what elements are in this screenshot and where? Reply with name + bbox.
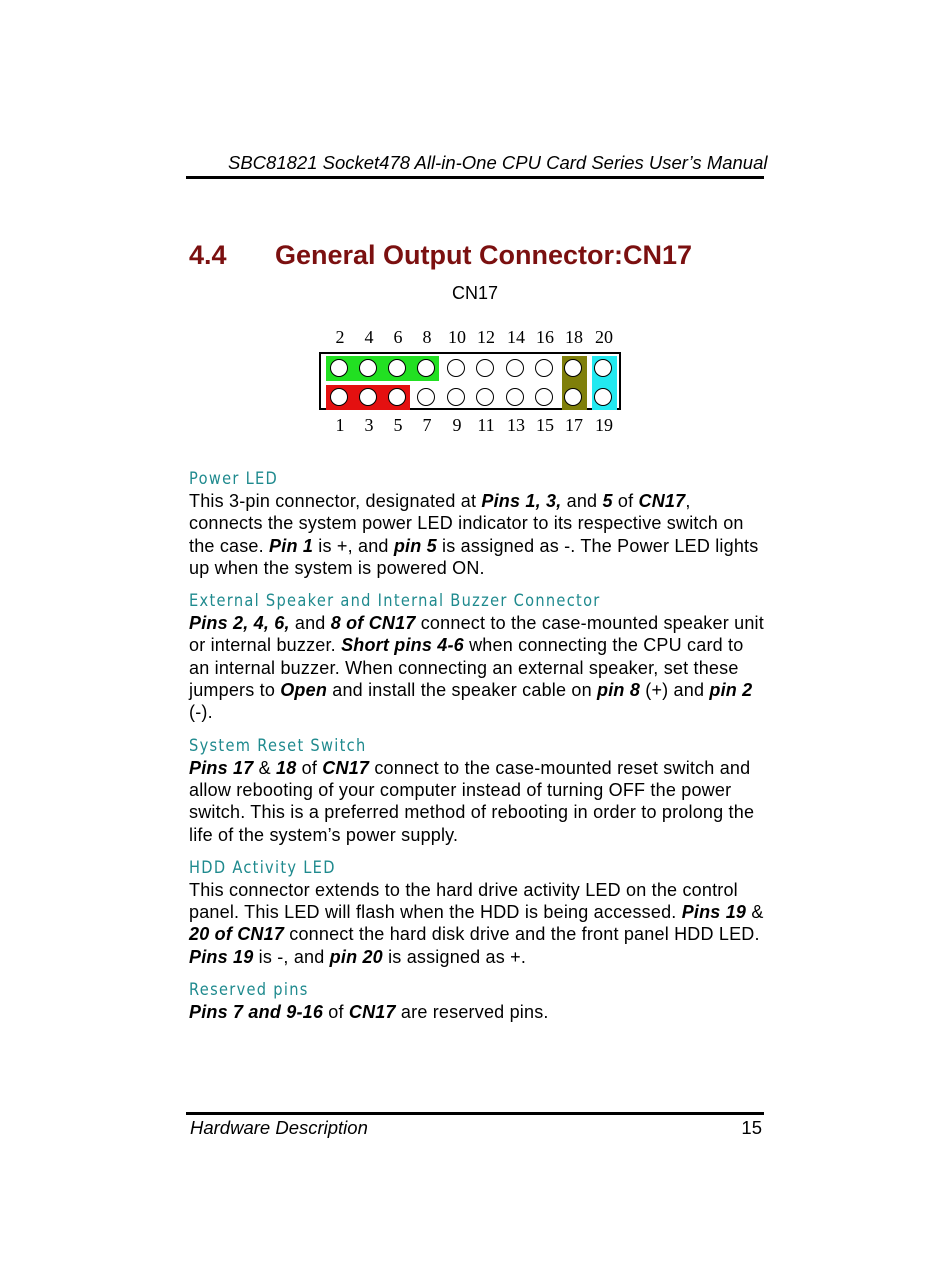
pin-15 (535, 388, 553, 406)
diagram-caption: CN17 (451, 283, 499, 303)
emphasis-text: Open (280, 680, 328, 701)
pin-number-label: 19 (595, 415, 613, 435)
pin-16 (535, 359, 553, 377)
paragraph-text: This connector extends to the hard drive activity LED on the control panel. This LED will flash when the HDD is being accessed. (189, 879, 738, 923)
emphasis-text: Pins 1, 3, (481, 491, 562, 511)
pin-number-label: 1 (335, 415, 345, 435)
paragraph-text: are reserved pins. (395, 1002, 549, 1023)
pin-14 (506, 359, 524, 377)
paragraph-text: and (289, 613, 331, 634)
emphasis-text: 5 (602, 491, 613, 511)
emphasis-text: pin 5 (393, 535, 437, 556)
pin-number-label: 3 (364, 415, 374, 435)
pin-number-label: 15 (536, 415, 554, 435)
footer-rule (186, 1112, 764, 1115)
subsection-heading: Power LED (189, 469, 279, 489)
subsection-paragraph (189, 879, 769, 968)
pin-number-label: 2 (335, 327, 345, 347)
subsection-paragraph (189, 612, 769, 723)
emphasis-text: Pin 1 (269, 535, 314, 556)
pin-number-label: 18 (565, 327, 583, 347)
paragraph-text: is assigned as +. (382, 946, 527, 967)
pin-10 (447, 359, 465, 377)
section-title: General Output Connector:CN17 (275, 240, 693, 270)
emphasis-text: pin 8 (597, 680, 641, 701)
pin-number-label: 13 (507, 415, 525, 435)
subsection-heading: External Speaker and Internal Buzzer Connector (189, 591, 601, 612)
paragraph-text: is assigned as -. The Power LED lights up when the system is powered ON. (189, 535, 759, 578)
paragraph-text: connect to the case-mounted reset switch and allow rebooting of your computer instead of turning OFF the power switch. This is a preferred method of rebooting in order to prolong the life of the system’s power supply. (189, 757, 755, 845)
subsection-paragraph (189, 1001, 769, 1023)
pin-9 (447, 388, 465, 406)
emphasis-text: CN17 (322, 757, 370, 778)
manual-title: SBC81821 Socket478 All-in-One CPU Card Series User’s Manual (228, 152, 768, 173)
paragraph-text: and install the speaker cable on (327, 680, 598, 701)
subsection-paragraph (189, 757, 769, 846)
paragraph-text: & (746, 902, 764, 923)
section-number: 4.4 (189, 240, 227, 270)
pin-5 (388, 388, 406, 406)
pin-8 (417, 359, 435, 377)
pin-number-label: 4 (364, 327, 374, 347)
paragraph-text: of (612, 491, 639, 511)
emphasis-text: Pins 2, 4, 6, (189, 613, 290, 634)
paragraph-text: of (296, 757, 323, 778)
pin-6 (388, 359, 406, 377)
pin-11 (476, 388, 494, 406)
pin-number-label: 11 (477, 415, 495, 435)
paragraph-text: , connects the system power LED indicator to its respective switch on the case. (189, 491, 744, 556)
emphasis-text: Pins 17 (189, 757, 254, 778)
emphasis-text: Pins 19 (189, 946, 254, 967)
top-pin-number-row (320, 327, 622, 349)
emphasis-text: 8 of CN17 (330, 613, 416, 634)
pin-13 (506, 388, 524, 406)
pin-number-label: 10 (448, 327, 466, 347)
pin-number-label: 14 (507, 327, 525, 347)
emphasis-text: CN17 (638, 491, 686, 511)
subsection-paragraph (189, 490, 769, 579)
paragraph-text: This 3-pin connector, designated at (189, 491, 482, 511)
footer-chapter: Hardware Description (190, 1117, 368, 1138)
cn17-connector-diagram (319, 352, 621, 410)
emphasis-text: pin 2 (709, 680, 753, 701)
pin-number-label: 6 (393, 327, 403, 347)
paragraph-text: is +, and (313, 535, 394, 556)
bottom-pin-number-row (320, 415, 622, 437)
pin-3 (359, 388, 377, 406)
header-rule (186, 176, 764, 179)
emphasis-text: pin 20 (329, 946, 383, 967)
pin-4 (359, 359, 377, 377)
paragraph-text: connect the hard disk drive and the front panel HDD LED. (284, 924, 760, 945)
section-body (189, 468, 769, 1034)
pin-1 (330, 388, 348, 406)
pin-19 (594, 388, 612, 406)
emphasis-text: Pins 7 and 9-16 (189, 1002, 324, 1023)
pin-20 (594, 359, 612, 377)
paragraph-text: (+) and (640, 680, 710, 701)
subsection-heading: HDD Activity LED (189, 857, 336, 878)
paragraph-text: & (253, 757, 277, 778)
pin-number-label: 20 (595, 327, 613, 347)
emphasis-text: 20 of CN17 (189, 924, 285, 945)
pin-18 (564, 359, 582, 377)
emphasis-text: 18 (276, 757, 297, 778)
pin-2 (330, 359, 348, 377)
pin-number-label: 8 (422, 327, 432, 347)
pin-12 (476, 359, 494, 377)
pin-7 (417, 388, 435, 406)
pin-17 (564, 388, 582, 406)
pin-number-label: 16 (536, 327, 554, 347)
paragraph-text: and (561, 491, 603, 511)
paragraph-text: of (323, 1002, 349, 1023)
emphasis-text: CN17 (348, 1002, 396, 1023)
pin-number-label: 12 (477, 327, 495, 347)
subsection-heading: Reserved pins (189, 980, 309, 1001)
emphasis-text: Short pins 4-6 (341, 635, 464, 656)
pin-number-label: 5 (393, 415, 403, 435)
page-number: 15 (741, 1117, 762, 1138)
pin-number-label: 9 (452, 415, 462, 435)
emphasis-text: Pins 19 (681, 902, 747, 923)
paragraph-text: connect to the case-mounted speaker unit or internal buzzer. (189, 613, 764, 656)
paragraph-text: when connecting the CPU card to an internal buzzer. When connecting an external speaker, set these jumpers to (189, 635, 744, 701)
pin-number-label: 17 (565, 415, 583, 435)
subsection-heading: System Reset Switch (189, 735, 367, 756)
paragraph-text: is -, and (253, 946, 330, 967)
paragraph-text: (-). (189, 702, 213, 723)
pin-number-label: 7 (422, 415, 432, 435)
